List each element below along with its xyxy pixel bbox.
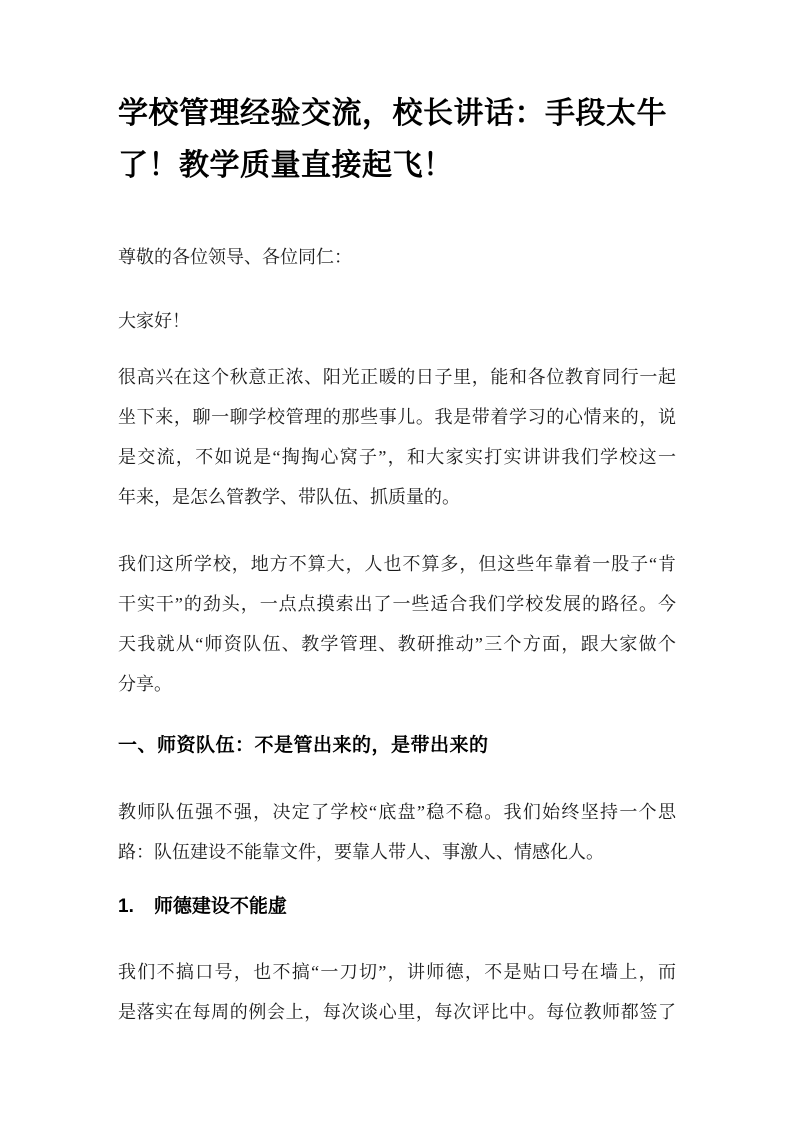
text-line: 分享。 [118,674,172,694]
text-line: 教师队伍强不强，决定了学校“底盘”稳不稳。我们始终坚持一个思 [118,802,676,822]
text-line: 天我就从“师资队伍、教学管理、教研推动”三个方面，跟大家做个 [118,634,676,654]
text-line: 是落实在每周的例会上，每次谈心里，每次评比中。每位教师都签了 [118,1002,676,1022]
text-line: 坐下来，聊一聊学校管理的那些事儿。我是带着学习的心情来的，说 [118,407,676,427]
heading-number: 1. [118,896,134,917]
title-line-2: 了！教学质量直接起飞！ [118,149,454,182]
text-line: 年来，是怎么管教学、带队伍、抓质量的。 [118,487,460,507]
paragraph-team-principle [118,792,676,872]
paragraph-intro [118,357,676,517]
section-heading-teachers [118,726,676,766]
text-line: 很高兴在这个秋意正浓、阳光正暖的日子里，能和各位教育同行一起 [118,367,676,387]
subheading-shide [118,887,676,927]
paragraph-shide-practice [118,952,676,1032]
text-line: 尊敬的各位领导、各位同仁： [118,247,352,267]
heading-label: 师德建设不能虚 [153,896,287,917]
title-line-1: 学校管理经验交流，校长讲话：手段太牛 [118,97,667,130]
paragraph-greeting [118,301,676,341]
paragraph-school-overview [118,544,676,704]
heading-line [118,887,676,927]
text-line: 是交流，不如说是“掏掏心窝子”，和大家实打实讲讲我们学校这一 [118,447,676,467]
text-line: 干实干”的劲头，一点点摸索出了一些适合我们学校发展的路径。今 [118,594,676,614]
paragraph-salutation [118,237,676,277]
text-line: 大家好！ [118,311,190,331]
document-title [118,88,676,192]
text-line: 我们不搞口号，也不搞“一刀切”，讲师德，不是贴口号在墙上，而 [118,962,676,982]
heading-line: 一、师资队伍：不是管出来的，是带出来的 [118,735,489,756]
text-line: 路：队伍建设不能靠文件，要靠人带人、事激人、情感化人。 [118,842,604,862]
text-line: 我们这所学校，地方不算大，人也不算多，但这些年靠着一股子“肯 [118,554,676,574]
